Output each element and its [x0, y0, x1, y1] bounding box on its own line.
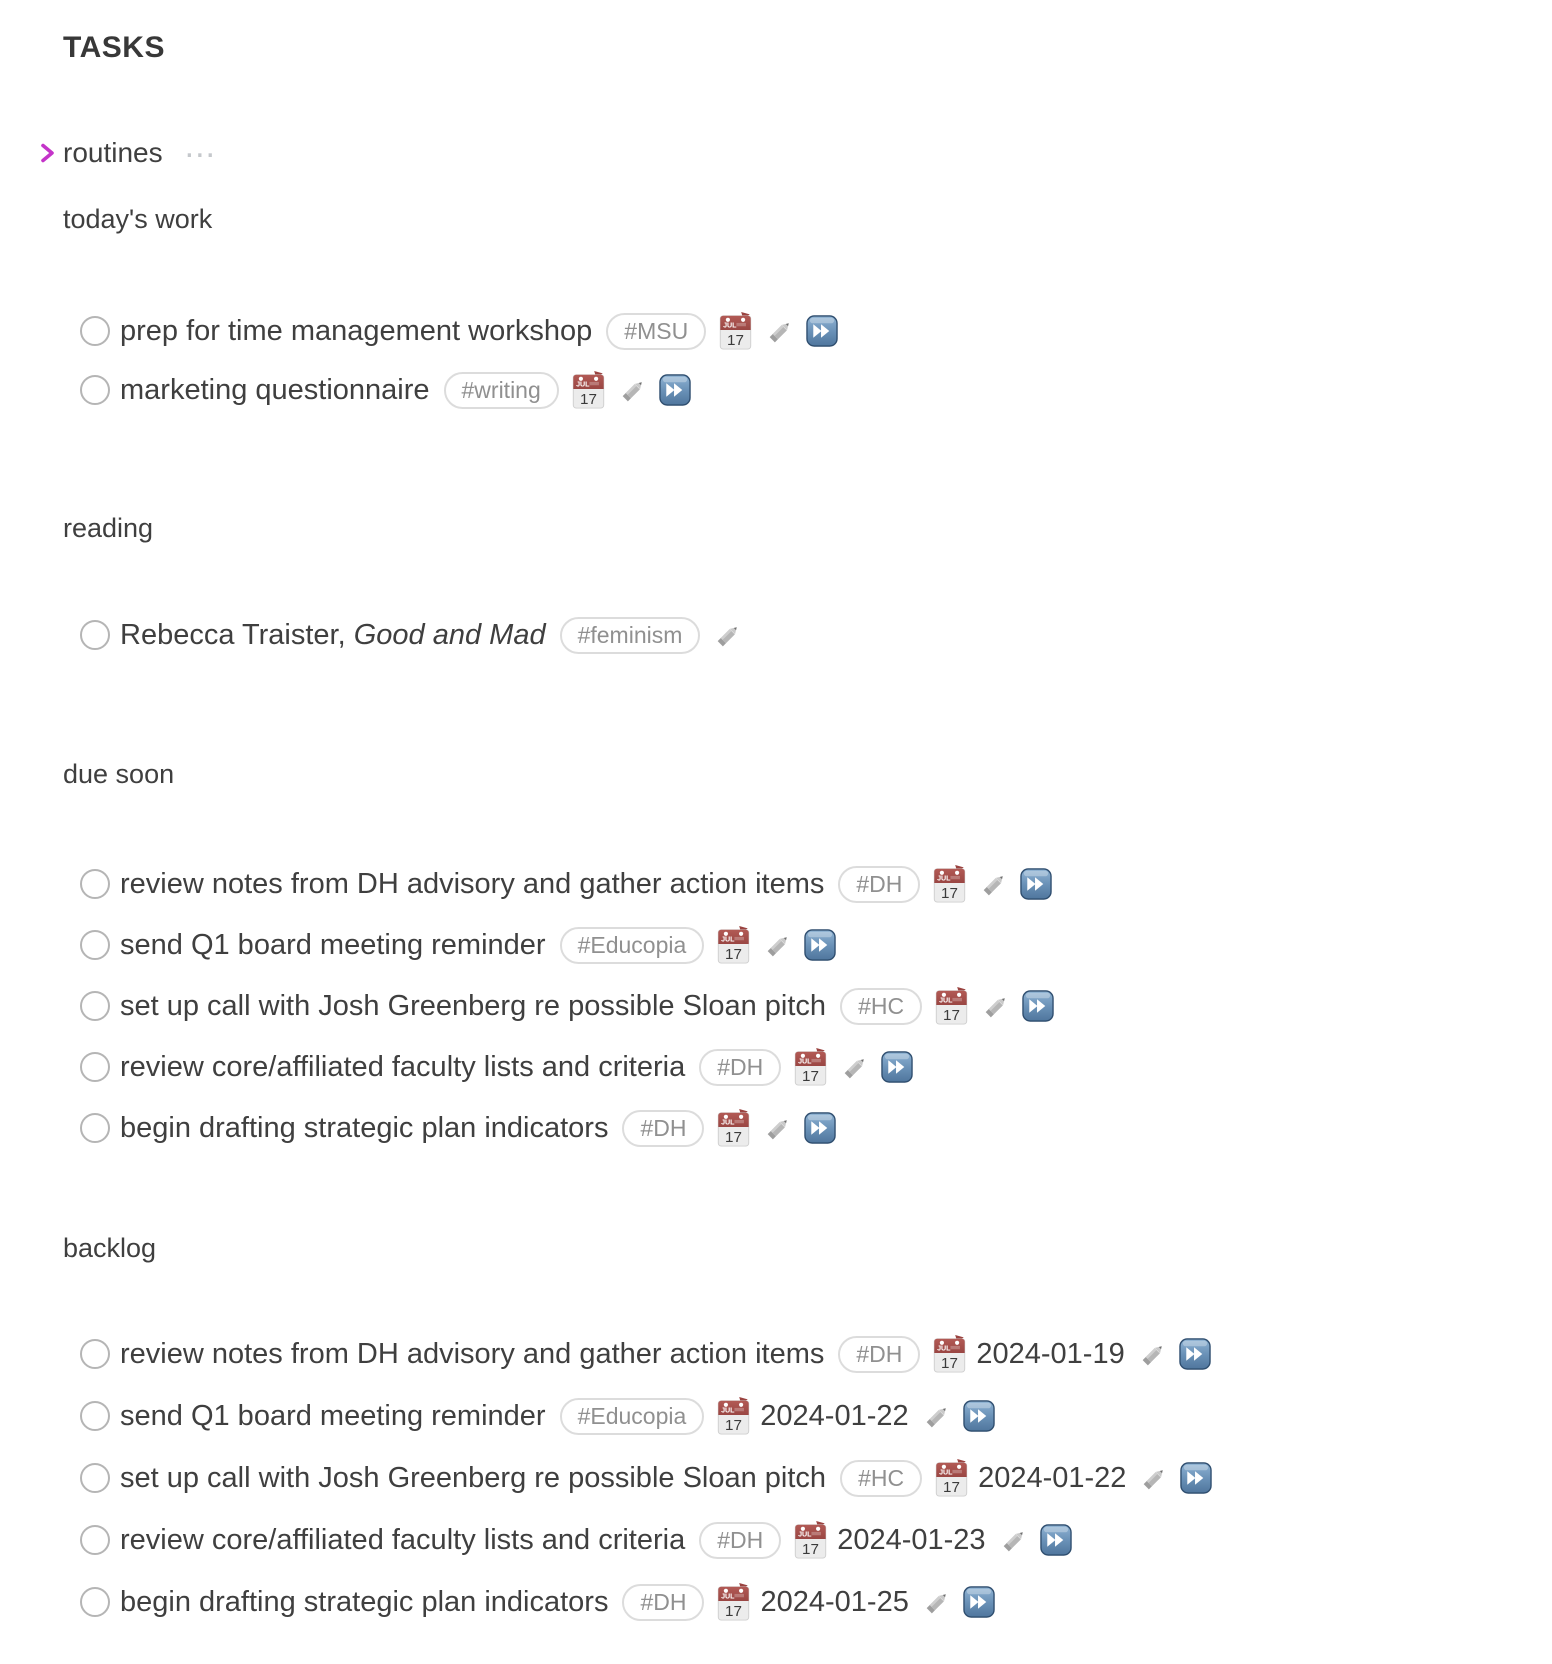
task-title: review core/affiliated faculty lists and criteria	[120, 1050, 686, 1083]
task-checkbox[interactable]	[80, 1339, 110, 1369]
pencil-icon[interactable]	[713, 620, 744, 651]
task-checkbox[interactable]	[80, 1463, 110, 1493]
task-checkbox[interactable]	[80, 1587, 110, 1617]
section-label: backlog	[63, 1233, 157, 1263]
calendar-icon[interactable]	[935, 987, 968, 1025]
pencil-icon[interactable]	[840, 1052, 871, 1083]
tag-pill[interactable]: #Educopia	[560, 1398, 705, 1435]
calendar-icon[interactable]	[794, 1048, 827, 1086]
task-title: send Q1 board meeting reminder	[120, 928, 546, 961]
fast-forward-icon[interactable]	[963, 1586, 995, 1618]
task-title: Rebecca Traister, Good and Mad	[120, 618, 546, 651]
fast-forward-icon[interactable]	[1180, 1462, 1212, 1494]
calendar-icon[interactable]	[719, 312, 752, 350]
fast-forward-icon[interactable]	[1020, 868, 1052, 900]
svg-text:17: 17	[943, 1478, 961, 1496]
task-checkbox[interactable]	[80, 316, 110, 346]
svg-text:17: 17	[725, 1128, 743, 1146]
calendar-icon[interactable]	[717, 926, 750, 964]
svg-text:JUL: JUL	[721, 1592, 736, 1601]
svg-text:17: 17	[943, 1006, 961, 1024]
due-date[interactable]: 2024-01-22	[978, 1461, 1127, 1494]
fast-forward-icon[interactable]	[804, 1112, 836, 1144]
fast-forward-icon[interactable]	[1022, 990, 1054, 1022]
calendar-icon[interactable]	[933, 1335, 966, 1373]
page-title: TASKS	[63, 31, 165, 64]
task-row	[80, 861, 1552, 907]
svg-text:JUL: JUL	[723, 321, 737, 330]
task-title: review notes from DH advisory and gather action items	[120, 867, 825, 900]
tag-pill[interactable]: #DH	[622, 1584, 704, 1621]
fast-forward-icon[interactable]	[659, 374, 691, 406]
tag-pill[interactable]: #HC	[840, 1460, 922, 1497]
svg-text:JUL: JUL	[939, 1468, 953, 1477]
due-date[interactable]: 2024-01-19	[976, 1337, 1125, 1370]
task-row	[80, 1517, 1552, 1563]
fast-forward-icon[interactable]	[804, 929, 836, 961]
fast-forward-icon[interactable]	[1040, 1524, 1072, 1556]
svg-text:17: 17	[802, 1540, 820, 1558]
due-date[interactable]: 2024-01-22	[760, 1399, 909, 1432]
task-checkbox[interactable]	[80, 620, 110, 650]
svg-text:17: 17	[727, 331, 745, 349]
svg-text:JUL: JUL	[721, 1118, 736, 1127]
task-list	[63, 861, 1552, 1151]
section-label: due soon	[63, 759, 175, 789]
task-title: prep for time management workshop	[120, 314, 593, 347]
task-title: set up call with Josh Greenberg re possible Sloan pitch	[120, 989, 827, 1022]
svg-text:17: 17	[802, 1067, 820, 1085]
fast-forward-icon[interactable]	[963, 1400, 995, 1432]
task-title: begin drafting strategic plan indicators	[120, 1111, 609, 1144]
due-date[interactable]: 2024-01-23	[837, 1523, 986, 1556]
svg-text:JUL: JUL	[937, 1344, 951, 1353]
calendar-icon[interactable]	[935, 1459, 968, 1497]
task-checkbox[interactable]	[80, 930, 110, 960]
pencil-icon[interactable]	[1139, 1463, 1170, 1494]
task-list	[63, 1331, 1552, 1625]
task-checkbox[interactable]	[80, 1113, 110, 1143]
svg-text:JUL: JUL	[721, 1406, 735, 1415]
tag-pill[interactable]: #DH	[699, 1049, 781, 1086]
task-row	[80, 1455, 1552, 1501]
task-checkbox[interactable]	[80, 1525, 110, 1555]
task-title: marketing questionnaire	[120, 373, 430, 406]
fast-forward-icon[interactable]	[1179, 1338, 1211, 1370]
task-row	[80, 1044, 1552, 1090]
svg-text:JUL: JUL	[575, 380, 590, 389]
svg-text:17: 17	[579, 390, 597, 408]
sections-container	[63, 204, 1552, 1625]
pencil-icon[interactable]	[922, 1587, 953, 1618]
svg-text:JUL: JUL	[721, 935, 735, 944]
svg-text:JUL: JUL	[937, 874, 951, 883]
tag-pill[interactable]: #HC	[840, 988, 922, 1025]
section-label: reading	[63, 513, 154, 543]
task-title: send Q1 board meeting reminder	[120, 1399, 546, 1432]
pencil-icon[interactable]	[763, 1113, 794, 1144]
svg-text:JUL: JUL	[798, 1057, 812, 1066]
task-checkbox[interactable]	[80, 375, 110, 405]
task-list	[63, 612, 1552, 658]
pencil-icon[interactable]	[999, 1525, 1030, 1556]
task-row	[80, 1331, 1552, 1377]
pencil-icon[interactable]	[765, 316, 796, 347]
svg-text:17: 17	[941, 1354, 959, 1372]
task-checkbox[interactable]	[80, 1052, 110, 1082]
fast-forward-icon[interactable]	[806, 315, 838, 347]
task-row	[80, 308, 1552, 354]
task-row	[80, 983, 1552, 1029]
task-row	[80, 1579, 1552, 1625]
calendar-icon[interactable]	[717, 1397, 750, 1435]
calendar-icon[interactable]	[572, 371, 605, 409]
task-list	[63, 308, 1552, 413]
tag-pill[interactable]: #DH	[838, 1336, 920, 1373]
calendar-icon[interactable]	[717, 1583, 750, 1621]
task-row	[80, 1105, 1552, 1151]
chevron-right-icon[interactable]	[39, 142, 56, 164]
svg-text:17: 17	[725, 1602, 743, 1620]
task-title: review notes from DH advisory and gather action items	[120, 1337, 825, 1370]
svg-text:JUL: JUL	[939, 996, 953, 1005]
task-row	[80, 1393, 1552, 1439]
tag-pill[interactable]: #DH	[699, 1522, 781, 1559]
svg-text:17: 17	[725, 1416, 743, 1434]
calendar-icon[interactable]	[933, 865, 966, 903]
task-checkbox[interactable]	[80, 1401, 110, 1431]
task-title: begin drafting strategic plan indicators	[120, 1585, 609, 1618]
task-title: set up call with Josh Greenberg re possible Sloan pitch	[120, 1461, 827, 1494]
tag-pill[interactable]: #DH	[622, 1110, 704, 1147]
task-checkbox[interactable]	[80, 869, 110, 899]
tag-pill[interactable]: #MSU	[606, 313, 706, 350]
pencil-icon[interactable]	[979, 869, 1010, 900]
task-row	[80, 612, 1552, 658]
tag-pill[interactable]: #DH	[838, 866, 920, 903]
pencil-icon[interactable]	[763, 930, 794, 961]
tag-pill[interactable]: #Educopia	[560, 927, 705, 964]
svg-text:JUL: JUL	[798, 1530, 812, 1539]
section-label: today's work	[63, 204, 213, 234]
due-date[interactable]: 2024-01-25	[760, 1585, 909, 1618]
tag-pill[interactable]: #writing	[444, 372, 559, 409]
routines-label: routines	[63, 137, 163, 168]
fast-forward-icon[interactable]	[881, 1051, 913, 1083]
svg-text:17: 17	[941, 884, 959, 902]
task-checkbox[interactable]	[80, 991, 110, 1021]
calendar-icon[interactable]	[794, 1521, 827, 1559]
pencil-icon[interactable]	[1138, 1339, 1169, 1370]
task-title: review core/affiliated faculty lists and criteria	[120, 1523, 686, 1556]
routines-block: routines ...	[63, 137, 1552, 169]
pencil-icon[interactable]	[922, 1401, 953, 1432]
pencil-icon[interactable]	[981, 991, 1012, 1022]
task-row	[80, 922, 1552, 968]
task-row	[80, 367, 1552, 413]
calendar-icon[interactable]	[717, 1109, 750, 1147]
svg-text:17: 17	[725, 945, 743, 963]
pencil-icon[interactable]	[618, 375, 649, 406]
tag-pill[interactable]: #feminism	[560, 617, 701, 654]
